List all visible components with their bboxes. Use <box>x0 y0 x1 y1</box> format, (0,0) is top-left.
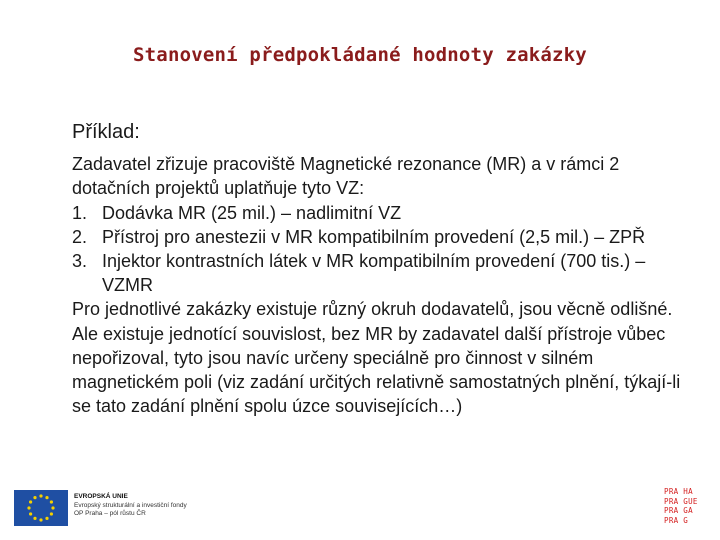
star-ring <box>27 494 54 521</box>
praha-logo-row: PRA G <box>664 515 689 525</box>
item-text: Injektor kontrastních látek v MR kompatibilním provedení (700 tis.) – VZMR <box>102 251 646 296</box>
conclusion-paragraph: Pro jednotlivé zakázky existuje různý okruh dodavatelů, jsou věcně odlišné. Ale existuje jednotící souvislost, bez MR by zadavatel další přístroje vůbec nepořizoval, tyto jsou navíc určeny speciálně pro činnost v silném magnetickém poli (viz zadání určitých relativně samostatných plnění, týkají-li se tato zadání plnění spolu úzce souvisejících…) <box>72 299 681 417</box>
eu-flag-icon <box>14 490 68 526</box>
item-text: Dodávka MR (25 mil.) – nadlimitní VZ <box>102 202 402 223</box>
praha-logo-row: PRA GUE <box>664 496 698 506</box>
item-number: 2. <box>72 226 88 247</box>
eu-fund-line: Evropský strukturální a investiční fondy <box>74 501 187 509</box>
intro-paragraph: Zadavatel zřizuje pracoviště Magnetické rezonance (MR) a v rámci 2 dotačních projektů uplatňuje tyto VZ: <box>72 154 620 199</box>
item-number: 3. <box>72 251 88 272</box>
item-number: 1. <box>72 202 88 223</box>
eu-caption <box>74 493 187 519</box>
slide-title: Stanovení předpokládané hodnoty zakázky <box>133 44 587 66</box>
list-item <box>72 225 692 249</box>
praha-logo-row: PRA GA <box>664 506 693 515</box>
slide-content <box>72 120 692 418</box>
list-item <box>72 249 692 297</box>
eu-title: EVROPSKÁ UNIE <box>74 493 128 500</box>
item-text: Přístroj pro anestezii v MR kompatibilním provedení (2,5 mil.) – ZPŘ <box>102 226 646 247</box>
eu-logo <box>14 490 244 530</box>
example-heading: Příklad: <box>72 121 140 143</box>
eu-program-line: OP Praha – pól růstu ČR <box>74 510 146 517</box>
tender-list <box>72 201 692 298</box>
list-item <box>72 201 692 225</box>
praha-logo <box>664 487 708 531</box>
praha-logo-row: PRA HA <box>664 487 693 496</box>
eu-stars <box>14 490 68 526</box>
